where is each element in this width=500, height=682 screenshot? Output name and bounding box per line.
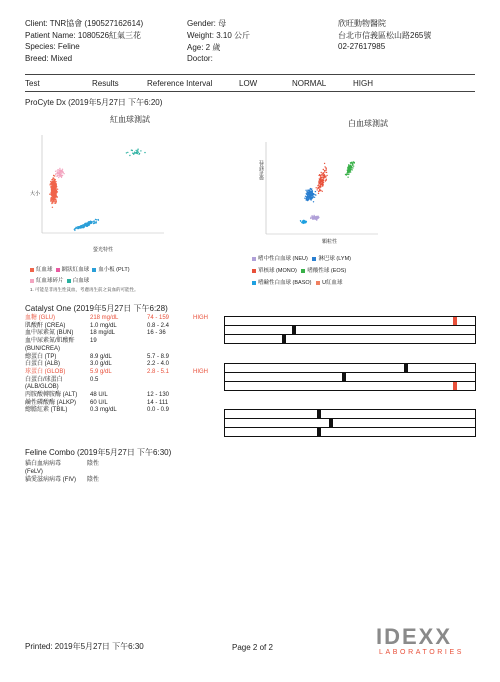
patient-name: Patient Name: 1080526紅氣三花 [25, 31, 142, 40]
catalyst-result-cell: 60 U/L [90, 399, 108, 406]
scatter-point [96, 219, 97, 220]
legend-swatch [30, 268, 34, 272]
catalyst-name-cell: 球蛋白 (GLOB) [25, 368, 66, 375]
scatter-point [94, 221, 95, 222]
scatter-point [53, 198, 54, 199]
scatter-point [57, 169, 58, 170]
scatter-point [326, 179, 327, 180]
scatter-point [352, 165, 353, 166]
scatter-point [317, 188, 318, 189]
scatter-point [310, 195, 311, 196]
fiv-name: 貓愛滋病病毒 (FIV) [25, 477, 76, 483]
scatter-point [54, 191, 55, 192]
scatter-point [322, 184, 323, 185]
scatter-point [52, 189, 53, 190]
scatter-point [347, 167, 348, 168]
legend-swatch [67, 279, 71, 283]
range-bar-group-3 [224, 409, 476, 437]
legend-swatch [316, 281, 320, 285]
catalyst-name-cell: 總膽紅素 (TBIL) [25, 407, 68, 414]
result-marker [453, 382, 457, 390]
scatter-point [325, 167, 326, 168]
scatter-point [352, 167, 353, 168]
scatter-point [138, 152, 139, 153]
catalyst-result-cell: 3.0 g/dL [90, 361, 112, 368]
scatter-point [319, 174, 320, 175]
scatter-point [139, 153, 140, 154]
scatter-point [126, 152, 127, 153]
scatter-point [318, 191, 319, 192]
catalyst-name-cell: 肌酸酐 (CREA) [25, 322, 66, 329]
scatter-point [352, 169, 353, 170]
scatter-point [315, 191, 316, 192]
catalyst-result-cell: 5.9 g/dL [90, 368, 112, 375]
scatter-point [54, 175, 55, 176]
legend-swatch [92, 268, 96, 272]
scatter-point [354, 162, 355, 163]
scatter-point [53, 194, 54, 195]
scatter-point [53, 177, 54, 178]
scatter-point [319, 179, 320, 180]
scatter-point [52, 196, 53, 197]
scatter-point [84, 223, 85, 224]
scatter-point [308, 194, 309, 195]
catalyst-ref-cell: 74 - 159 [147, 315, 170, 321]
scatter-point [303, 223, 304, 224]
scatter-point [314, 218, 315, 219]
catalyst-ref-cell: 12 - 130 [147, 392, 170, 398]
rbc-legend-row2 [30, 276, 89, 284]
scatter-point [57, 171, 58, 172]
scatter-point [55, 179, 56, 180]
scatter-point [56, 185, 57, 186]
scatter-point [57, 189, 58, 190]
catalyst-name-cell: (BUN/CREA) [25, 345, 61, 352]
wbc-scatter-plot [260, 140, 380, 240]
scatter-point [59, 172, 60, 173]
catalyst-name-cell: 血糖 (GLU) [25, 315, 56, 321]
scatter-point [137, 150, 138, 151]
catalyst-name-cell: 血中尿素氮/肌酸酐 [25, 338, 75, 345]
scatter-point [316, 216, 317, 217]
catalyst-ref-cell: 0.0 - 0.9 [147, 407, 170, 414]
scatter-point [58, 177, 59, 178]
wbc-legend-row3 [252, 278, 343, 286]
page-number: Page 2 of 2 [232, 643, 273, 652]
scatter-point [56, 170, 57, 171]
scatter-point [306, 199, 307, 200]
legend-item: 嗜酸性球 (EOS) [301, 268, 346, 274]
scatter-point [322, 175, 323, 176]
scatter-point [87, 225, 88, 226]
scatter-point [50, 201, 51, 202]
procyte-title: ProCyte Dx (2019年5月27日 下午6:20) [25, 98, 163, 107]
scatter-point [55, 203, 56, 204]
result-marker [317, 428, 321, 436]
scatter-point [78, 228, 79, 229]
scatter-point [83, 227, 84, 228]
doctor: Doctor: [187, 54, 213, 63]
scatter-point [319, 181, 320, 182]
legend-item: 淋巴球 (LYM) [312, 256, 351, 262]
rbc-y-label: 大小 [30, 191, 41, 197]
scatter-point [324, 170, 325, 171]
scatter-point [134, 153, 135, 154]
scatter-point [321, 172, 322, 173]
scatter-point [90, 223, 91, 224]
scatter-point [322, 173, 323, 174]
scatter-point [306, 197, 307, 198]
scatter-point [57, 175, 58, 176]
species: Species: Feline [25, 42, 80, 51]
scatter-point [311, 216, 312, 217]
legend-swatch [252, 257, 256, 261]
scatter-point [77, 228, 78, 229]
scatter-point [49, 194, 50, 195]
scatter-point [346, 174, 347, 175]
scatter-point [347, 174, 348, 175]
scatter-point [127, 152, 128, 153]
col-high: HIGH [353, 79, 373, 88]
catalyst-result-cell: 218 mg/dL [90, 315, 119, 321]
scatter-point [136, 150, 137, 151]
col-normal: NORMAL [292, 79, 327, 88]
catalyst-result-cell: 48 U/L [90, 392, 108, 398]
scatter-point [55, 188, 56, 189]
scatter-point [81, 227, 82, 228]
scatter-point [55, 200, 56, 201]
scatter-point [55, 174, 56, 175]
legend-swatch [312, 257, 316, 261]
scatter-point [322, 181, 323, 182]
catalyst-ref-cell: 16 - 36 [147, 330, 166, 337]
scatter-point [61, 172, 62, 173]
scatter-point [347, 177, 348, 178]
scatter-point [348, 164, 349, 165]
wbc-x-label: 顆粒性 [322, 239, 338, 245]
legend-item: U紅血球 [316, 280, 342, 286]
scatter-point [93, 223, 94, 224]
catalyst-flag-cell: HIGH [193, 315, 208, 321]
wbc-scatter-dots [300, 161, 355, 224]
scatter-point [350, 162, 351, 163]
scatter-point [311, 188, 312, 189]
scatter-point [324, 171, 325, 172]
result-marker [404, 364, 408, 372]
scatter-point [51, 201, 52, 202]
legend-item: 嗜鹼性白血球 (BASO) [252, 280, 311, 286]
scatter-point [75, 227, 76, 228]
col-low: LOW [239, 79, 258, 88]
scatter-point [320, 178, 321, 179]
scatter-point [320, 175, 321, 176]
scatter-point [52, 207, 53, 208]
weight: Weight: 3.10 公斤 [187, 31, 250, 40]
scatter-point [53, 187, 54, 188]
scatter-point [53, 185, 54, 186]
scatter-point [307, 192, 308, 193]
scatter-point [347, 171, 348, 172]
scatter-point [353, 165, 354, 166]
scatter-point [88, 224, 89, 225]
catalyst-ref-cell: 14 - 111 [147, 399, 169, 406]
legend-swatch [30, 279, 34, 283]
feline-title: Feline Combo (2019年5月27日 下午6:30) [25, 448, 172, 457]
rbc-x-label: 螢光特性 [93, 247, 114, 253]
scatter-point [326, 169, 327, 170]
scatter-point [309, 191, 310, 192]
scatter-point [322, 191, 323, 192]
catalyst-result-cell: 0.5 [90, 376, 99, 383]
catalyst-name-cell: 白蛋白 (ALB) [25, 361, 61, 368]
scatter-point [318, 193, 319, 194]
scatter-point [307, 200, 308, 201]
scatter-point [305, 190, 306, 191]
scatter-point [313, 201, 314, 202]
scatter-point [140, 150, 141, 151]
scatter-point [79, 226, 80, 227]
printed-date: Printed: 2019年5月27日 下午6:30 [25, 642, 144, 651]
scatter-point [317, 185, 318, 186]
scatter-point [54, 183, 55, 184]
scatter-point [129, 155, 130, 156]
col-reference: Reference Interval [147, 79, 213, 88]
scatter-point [303, 221, 304, 222]
scatter-point [351, 167, 352, 168]
scatter-point [52, 187, 53, 188]
scatter-point [134, 152, 135, 153]
catalyst-name-cell: 總蛋白 (TP) [25, 353, 57, 360]
rbc-legend [30, 265, 130, 273]
scatter-point [324, 163, 325, 164]
scatter-point [349, 171, 350, 172]
rbc-scatter-plot [36, 133, 166, 243]
scatter-point [306, 198, 307, 199]
result-marker [282, 335, 286, 343]
legend-item: 白血球 [67, 278, 90, 284]
scatter-point [319, 189, 320, 190]
scatter-point [312, 216, 313, 217]
rbc-scatter-dots [49, 149, 146, 232]
scatter-point [51, 203, 52, 204]
rbc-chart-title: 紅血球測試 [110, 115, 150, 124]
scatter-point [50, 198, 51, 199]
catalyst-name-cell: 鹼性磷酸酶 (ALKP) [25, 399, 77, 406]
scatter-point [50, 199, 51, 200]
scatter-point [95, 221, 96, 222]
scatter-point [323, 169, 324, 170]
scatter-point [310, 197, 311, 198]
scatter-point [54, 196, 55, 197]
scatter-point [132, 153, 133, 154]
catalyst-ref-cell: 5.7 - 8.9 [147, 353, 170, 360]
scatter-point [60, 169, 61, 170]
legend-swatch [252, 269, 256, 273]
scatter-point [309, 189, 310, 190]
divider [25, 74, 475, 75]
scatter-point [300, 221, 301, 222]
scatter-point [310, 199, 311, 200]
scatter-point [309, 198, 310, 199]
age: Age: 2 歲 [187, 43, 221, 52]
gender: Gender: 母 [187, 19, 227, 28]
fiv-result: 陰性 [87, 477, 100, 483]
legend-swatch [252, 281, 256, 285]
catalyst-name-cell: 丙胺酸轉胺酶 (ALT) [25, 392, 78, 398]
range-bar-group-2 [224, 363, 476, 391]
idexx-logo: IDEXX [376, 624, 453, 649]
legend-item: 嗜中性白血球 (NEU) [252, 256, 308, 262]
scatter-point [322, 183, 323, 184]
scatter-point [317, 189, 318, 190]
scatter-point [56, 192, 57, 193]
scatter-point [313, 215, 314, 216]
result-marker [317, 410, 321, 418]
scatter-point [316, 218, 317, 219]
result-marker [292, 326, 296, 334]
catalyst-result-cell: 8.9 g/dL [90, 353, 112, 360]
scatter-point [312, 192, 313, 193]
catalyst-ref-cell: 0.8 - 2.4 [147, 322, 170, 329]
clinic-name: 欣旺動物醫院 [338, 19, 386, 28]
catalyst-ref-cell: 2.2 - 4.0 [147, 361, 170, 368]
scatter-point [55, 171, 56, 172]
scatter-point [308, 189, 309, 190]
scatter-point [60, 174, 61, 175]
felv-sub: (FeLV) [25, 469, 43, 475]
scatter-point [57, 173, 58, 174]
catalyst-result-cell: 19 [90, 338, 97, 345]
scatter-point [132, 150, 133, 151]
result-marker [453, 317, 457, 325]
col-results: Results [92, 79, 119, 88]
scatter-point [80, 227, 81, 228]
idexx-logo-sub: LABORATORIES [379, 649, 465, 656]
scatter-point [52, 183, 53, 184]
divider [25, 91, 475, 92]
scatter-point [63, 173, 64, 174]
scatter-point [321, 184, 322, 185]
legend-item: 網狀紅血球 [56, 267, 90, 273]
scatter-point [50, 186, 51, 187]
scatter-point [350, 167, 351, 168]
scatter-point [59, 171, 60, 172]
legend-item: 紅血球 [30, 267, 53, 273]
scatter-point [322, 179, 323, 180]
scatter-point [326, 175, 327, 176]
rbc-note: 1. 可能是非再生性貧血，考慮再生前之貧血的可能性。 [30, 287, 139, 292]
col-test: Test [25, 79, 40, 88]
scatter-point [326, 172, 327, 173]
catalyst-flag-cell: HIGH [193, 368, 208, 375]
scatter-point [50, 183, 51, 184]
legend-item: 血小板 (PLT) [92, 267, 129, 273]
catalyst-result-cell: 0.3 mg/dL [90, 407, 117, 414]
scatter-point [314, 197, 315, 198]
scatter-point [61, 171, 62, 172]
scatter-point [55, 181, 56, 182]
scatter-point [304, 198, 305, 199]
wbc-y-label: 螢光特性 [259, 160, 265, 180]
catalyst-result-cell: 18 mg/dL [90, 330, 116, 337]
wbc-chart-title: 白血球測試 [348, 119, 388, 128]
scatter-point [52, 192, 53, 193]
wbc-legend-row1 [252, 254, 351, 262]
client-info: Client: TNR協會 (190527162614) [25, 19, 144, 28]
scatter-point [62, 169, 63, 170]
scatter-point [309, 192, 310, 193]
scatter-point [312, 197, 313, 198]
result-marker [342, 373, 346, 381]
scatter-point [312, 194, 313, 195]
result-marker [329, 419, 333, 427]
catalyst-name-cell: (ALB/GLOB) [25, 384, 59, 391]
scatter-point [325, 176, 326, 177]
scatter-point [316, 219, 317, 220]
catalyst-result-cell: 1.0 mg/dL [90, 322, 117, 329]
scatter-point [320, 176, 321, 177]
scatter-point [89, 221, 90, 222]
scatter-point [307, 198, 308, 199]
catalyst-name-cell: 血中尿素氮 (BUN) [25, 330, 74, 337]
felv-result: 陰性 [87, 461, 100, 467]
scatter-point [309, 195, 310, 196]
scatter-point [58, 175, 59, 176]
felv-name: 貓白血病病毒 [25, 461, 62, 467]
scatter-point [136, 152, 137, 153]
scatter-point [85, 224, 86, 225]
legend-item: 紅血球碎片 [30, 278, 64, 284]
scatter-point [98, 220, 99, 221]
range-bar-group-1 [224, 316, 476, 344]
scatter-point [350, 165, 351, 166]
scatter-point [75, 228, 76, 229]
scatter-point [316, 187, 317, 188]
scatter-point [319, 185, 320, 186]
scatter-point [56, 184, 57, 185]
catalyst-ref-cell: 2.8 - 5.1 [147, 368, 170, 375]
legend-swatch [56, 268, 60, 272]
scatter-point [51, 194, 52, 195]
legend-swatch [301, 269, 305, 273]
clinic-phone: 02-27617985 [338, 42, 386, 51]
scatter-point [350, 169, 351, 170]
catalyst-title: Catalyst One (2019年5月27日 下午6:28) [25, 304, 168, 313]
scatter-point [144, 152, 145, 153]
scatter-point [303, 220, 304, 221]
breed: Breed: Mixed [25, 54, 73, 63]
wbc-legend-row2 [252, 266, 346, 274]
scatter-point [56, 195, 57, 196]
scatter-point [318, 183, 319, 184]
scatter-point [312, 195, 313, 196]
scatter-point [305, 196, 306, 197]
scatter-point [310, 188, 311, 189]
scatter-point [313, 217, 314, 218]
scatter-point [91, 221, 92, 222]
scatter-point [324, 174, 325, 175]
scatter-point [59, 168, 60, 169]
scatter-point [322, 177, 323, 178]
scatter-point [51, 179, 52, 180]
legend-item: 單核球 (MONO) [252, 268, 297, 274]
scatter-point [315, 194, 316, 195]
clinic-address: 台北市信義區松山路265號 [338, 31, 432, 40]
scatter-point [347, 169, 348, 170]
catalyst-name-cell: 白蛋白/球蛋白 [25, 376, 63, 383]
